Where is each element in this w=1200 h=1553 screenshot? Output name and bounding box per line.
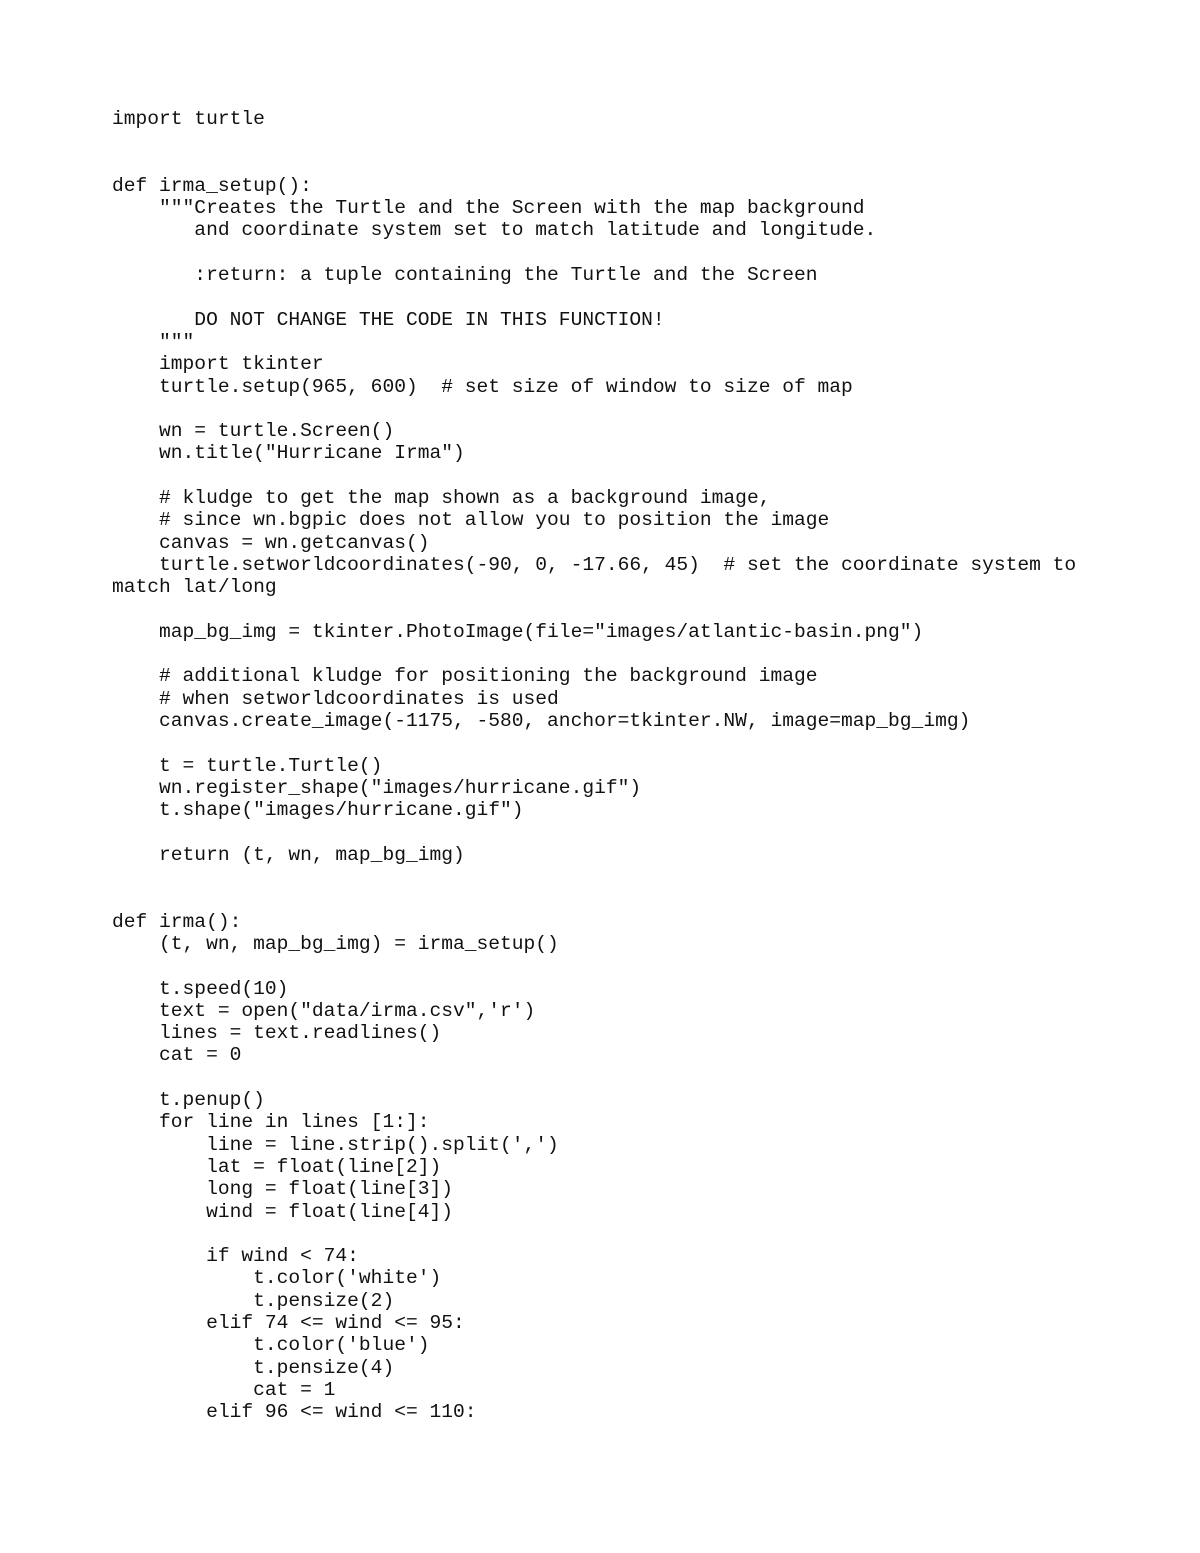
code-line: t.pensize(4) (112, 1356, 395, 1379)
code-line: :return: a tuple containing the Turtle and the Screen (112, 264, 818, 287)
code-line: (t, wn, map_bg_img) = irma_setup() (112, 932, 559, 955)
code-line (112, 465, 1112, 487)
code-line: """Creates the Turtle and the Screen with the map background (112, 197, 865, 220)
code-line (112, 130, 1112, 152)
code-line: cat = 0 (112, 1044, 242, 1067)
code-line: t.pensize(2) (112, 1289, 395, 1312)
code-line: turtle.setup(965, 600) # set size of window to size of map (112, 375, 853, 398)
code-line: def irma_setup(): (112, 174, 312, 197)
code-line: line = line.strip().split(',') (112, 1133, 559, 1156)
code-line: def irma(): (112, 910, 242, 933)
code-line: lat = float(line[2]) (112, 1155, 442, 1178)
code-line (112, 286, 1112, 308)
code-line: text = open("data/irma.csv",'r') (112, 999, 536, 1022)
code-line (112, 242, 1112, 264)
code-line: return (t, wn, map_bg_img) (112, 843, 465, 866)
code-line: canvas.create_image(-1175, -580, anchor=tkinter.NW, image=map_bg_img) (112, 710, 971, 733)
code-line: cat = 1 (112, 1378, 336, 1401)
code-line: import tkinter (112, 353, 324, 376)
code-line: long = float(line[3]) (112, 1178, 453, 1201)
code-line: DO NOT CHANGE THE CODE IN THIS FUNCTION! (112, 308, 665, 331)
code-line: if wind < 74: (112, 1245, 359, 1268)
code-line (112, 955, 1112, 977)
code-line: map_bg_img = tkinter.PhotoImage(file="images/atlantic-basin.png") (112, 620, 924, 643)
code-line: elif 96 <= wind <= 110: (112, 1401, 477, 1424)
code-line: # kludge to get the map shown as a background image, (112, 487, 771, 510)
code-line (112, 643, 1112, 665)
code-line (112, 599, 1112, 621)
code-line: t.penup() (112, 1089, 265, 1112)
code-line: import turtle (112, 108, 265, 130)
code-line: for line in lines [1:]: (112, 1111, 430, 1134)
code-listing (112, 108, 1112, 1424)
code-line: turtle.setworldcoordinates(-90, 0, -17.66, 45) # set the coordinate system to (112, 553, 1077, 576)
code-line: wn = turtle.Screen() (112, 420, 395, 443)
code-line (112, 1067, 1112, 1089)
code-line: t.color('blue') (112, 1334, 430, 1357)
code-line: wind = float(line[4]) (112, 1200, 453, 1223)
code-line (112, 153, 1112, 175)
code-line: t = turtle.Turtle() (112, 754, 383, 777)
code-line: t.color('white') (112, 1267, 442, 1290)
code-line (112, 1223, 1112, 1245)
code-line: canvas = wn.getcanvas() (112, 531, 430, 554)
code-line: wn.register_shape("images/hurricane.gif") (112, 776, 642, 799)
code-line (112, 866, 1112, 888)
code-line (112, 822, 1112, 844)
code-line: elif 74 <= wind <= 95: (112, 1312, 465, 1335)
code-line: match lat/long (112, 576, 277, 599)
code-line: t.speed(10) (112, 977, 289, 1000)
code-line: # additional kludge for positioning the background image (112, 665, 818, 688)
code-line: and coordinate system set to match latitude and longitude. (112, 219, 877, 242)
code-line (112, 732, 1112, 754)
code-line (112, 888, 1112, 910)
code-line: # since wn.bgpic does not allow you to position the image (112, 509, 830, 532)
code-line: t.shape("images/hurricane.gif") (112, 799, 524, 822)
code-line: # when setworldcoordinates is used (112, 687, 559, 710)
code-line: lines = text.readlines() (112, 1022, 442, 1045)
code-line (112, 398, 1112, 420)
code-line: wn.title("Hurricane Irma") (112, 442, 465, 465)
code-line: """ (112, 330, 195, 353)
